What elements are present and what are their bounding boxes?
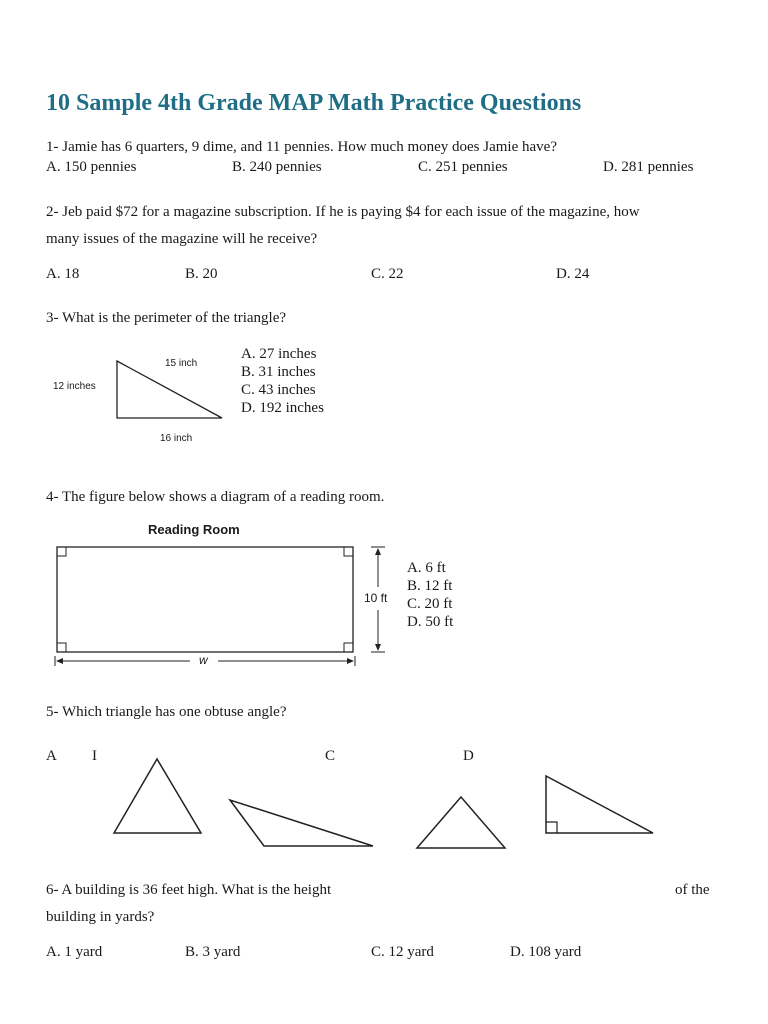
question-3-text: 3- What is the perimeter of the triangle? — [46, 310, 287, 326]
question-6-option-a: A. 1 yard — [46, 944, 103, 960]
question-5-option-a: A — [46, 748, 57, 764]
question-6-text-line1-end: of the — [675, 882, 710, 898]
question-5-option-d: D — [463, 748, 474, 764]
question-2-text-line1: 2- Jeb paid $72 for a magazine subscription. If he is paying $4 for each issue of the magazine, how — [46, 204, 640, 220]
triangle-c — [417, 797, 505, 848]
right-angle-mark — [546, 822, 557, 833]
triangle-a — [114, 759, 201, 833]
question-3-option-a: A. 27 inches — [241, 346, 317, 362]
question-1-option-a: A. 150 pennies — [46, 159, 137, 175]
question-6-option-d: D. 108 yard — [510, 944, 582, 960]
room-height-label: 10 ft — [364, 591, 388, 605]
question-1-option-d: D. 281 pennies — [603, 159, 694, 175]
question-6-text-line2: building in yards? — [46, 909, 155, 925]
question-4-option-c: C. 20 ft — [407, 596, 453, 612]
reading-room-title: Reading Room — [148, 522, 240, 537]
triangle-hypotenuse-label: 15 inch — [165, 358, 198, 369]
question-1-option-b: B. 240 pennies — [232, 159, 322, 175]
question-6-option-c: C. 12 yard — [371, 944, 434, 960]
question-5-option-c: C — [325, 748, 336, 764]
triangle-b — [230, 800, 373, 846]
question-1-text: 1- Jamie has 6 quarters, 9 dime, and 11 pennies. How much money does Jamie have? — [46, 139, 557, 155]
triangle-left-label: 12 inches — [53, 381, 96, 392]
question-3-option-d: D. 192 inches — [241, 400, 324, 416]
question-3-option-c: C. 43 inches — [241, 382, 316, 398]
question-4-text: 4- The figure below shows a diagram of a reading room. — [46, 489, 385, 505]
question-6-text-line1: 6- A building is 36 feet high. What is the height — [46, 882, 332, 898]
question-3-option-b: B. 31 inches — [241, 364, 316, 380]
question-2-option-b: B. 20 — [185, 266, 218, 282]
question-4-option-b: B. 12 ft — [407, 578, 453, 594]
triangle-d — [546, 776, 653, 833]
question-2-option-a: A. 18 — [46, 266, 80, 282]
room-width-label: w — [199, 653, 208, 667]
question-4-option-d: D. 50 ft — [407, 614, 454, 630]
question-5-option-b: I — [92, 748, 97, 764]
question-4-option-a: A. 6 ft — [407, 560, 446, 576]
question-6-option-b: B. 3 yard — [185, 944, 241, 960]
question-2-option-d: D. 24 — [556, 266, 590, 282]
page-title: 10 Sample 4th Grade MAP Math Practice Questions — [46, 90, 582, 116]
question-1-option-c: C. 251 pennies — [418, 159, 508, 175]
triangle-bottom-label: 16 inch — [160, 433, 193, 444]
question-5-text: 5- Which triangle has one obtuse angle? — [46, 704, 287, 720]
question-2-option-c: C. 22 — [371, 266, 404, 282]
question-2-text-line2: many issues of the magazine will he receive? — [46, 231, 318, 247]
